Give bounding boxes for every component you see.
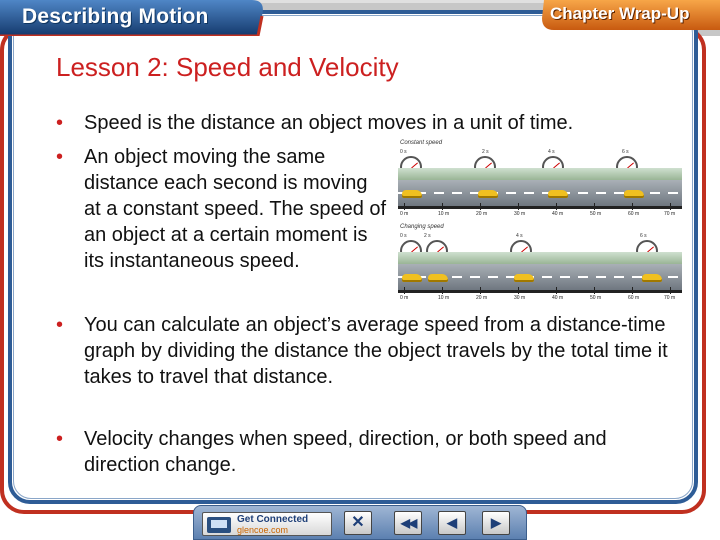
- ruler-tick: [556, 203, 557, 210]
- distance-label: 10 m: [438, 295, 450, 301]
- bullet-item: [56, 110, 684, 136]
- ruler-tick: [670, 203, 671, 210]
- rewind-icon: ◀◀: [400, 516, 416, 530]
- previous-icon: ◀: [447, 515, 457, 530]
- changing-speed-label: Changing speed: [400, 224, 444, 230]
- time-label: 2 s: [424, 233, 431, 239]
- get-connected-url: glencoe.com: [237, 525, 289, 535]
- distance-label: 70 m: [664, 295, 676, 301]
- ruler-tick: [404, 203, 405, 210]
- distance-label: 0 m: [400, 295, 409, 301]
- time-label: 6 s: [640, 233, 647, 239]
- distance-label: 30 m: [514, 211, 526, 217]
- ruler-tick: [480, 287, 481, 294]
- distance-label: 20 m: [476, 211, 488, 217]
- chapter-wrapup-label: Chapter Wrap-Up: [550, 4, 690, 23]
- next-icon: ▶: [491, 515, 501, 530]
- distance-label: 50 m: [590, 295, 602, 301]
- previous-slide-button[interactable]: [438, 511, 466, 535]
- distance-label: 60 m: [628, 211, 640, 217]
- constant-speed-label: Constant speed: [400, 140, 443, 146]
- computer-icon: [207, 517, 231, 533]
- changing-speed-panel: [398, 224, 682, 304]
- ruler-tick: [594, 203, 595, 210]
- bullet-text: An object moving the same distance each second is moving at a constant speed. The speed of an object at a certain moment is its instantaneous speed.: [84, 146, 387, 272]
- bullet-dot: •: [56, 314, 64, 336]
- time-label: 0 s: [400, 149, 407, 155]
- distance-label: 30 m: [514, 295, 526, 301]
- distance-label: 50 m: [590, 211, 602, 217]
- section-title: Describing Motion: [22, 5, 209, 28]
- ruler-tick: [480, 203, 481, 210]
- car-icon: [624, 190, 644, 198]
- car-icon: [478, 190, 498, 198]
- distance-label: 60 m: [628, 295, 640, 301]
- constant-speed-panel: [398, 140, 682, 220]
- lesson-title: Lesson 2: Speed and Velocity: [56, 52, 399, 82]
- ruler-tick: [594, 287, 595, 294]
- ruler-tick: [442, 203, 443, 210]
- ruler-tick: [632, 287, 633, 294]
- speed-illustration: [398, 140, 682, 304]
- ruler-tick: [632, 203, 633, 210]
- bullet-text: Speed is the distance an object moves in a unit of time.: [84, 112, 574, 134]
- car-icon: [514, 274, 534, 282]
- bullet-dot: •: [56, 428, 64, 450]
- distance-ruler: [398, 206, 682, 209]
- bullet-item: [56, 426, 684, 478]
- time-label: 0 s: [400, 233, 407, 239]
- close-button[interactable]: [344, 511, 372, 535]
- bullet-text: You can calculate an object’s average speed from a distance-time graph by dividing the distance the object travels by the total time it takes to travel that distance.: [84, 314, 668, 388]
- car-icon: [402, 190, 422, 198]
- distance-label: 40 m: [552, 211, 564, 217]
- car-icon: [428, 274, 448, 282]
- bullet-item: [56, 144, 389, 274]
- bullet-dot: •: [56, 112, 64, 134]
- car-icon: [548, 190, 568, 198]
- bullet-text: Velocity changes when speed, direction, or both speed and direction change.: [84, 428, 607, 476]
- car-icon: [402, 274, 422, 282]
- navigation-bar: [193, 505, 527, 540]
- distance-ruler: [398, 290, 682, 293]
- time-label: 2 s: [482, 149, 489, 155]
- car-icon: [642, 274, 662, 282]
- get-connected-title: Get Connected: [237, 514, 309, 525]
- get-connected-button[interactable]: [202, 512, 332, 536]
- distance-label: 0 m: [400, 211, 409, 217]
- ruler-tick: [518, 203, 519, 210]
- section-title-tab: [0, 0, 270, 36]
- distance-label: 20 m: [476, 295, 488, 301]
- next-slide-button[interactable]: [482, 511, 510, 535]
- ruler-tick: [670, 287, 671, 294]
- close-icon: ✕: [351, 514, 365, 531]
- ruler-tick: [404, 287, 405, 294]
- bullet-item: [56, 312, 684, 390]
- bullet-dot: •: [56, 146, 64, 168]
- ruler-tick: [556, 287, 557, 294]
- distance-label: 40 m: [552, 295, 564, 301]
- chapter-wrapup-tab: [540, 0, 720, 30]
- distance-label: 10 m: [438, 211, 450, 217]
- first-slide-button[interactable]: [394, 511, 422, 535]
- ruler-tick: [442, 287, 443, 294]
- time-label: 4 s: [516, 233, 523, 239]
- ruler-tick: [518, 287, 519, 294]
- time-label: 6 s: [622, 149, 629, 155]
- distance-label: 70 m: [664, 211, 676, 217]
- time-label: 4 s: [548, 149, 555, 155]
